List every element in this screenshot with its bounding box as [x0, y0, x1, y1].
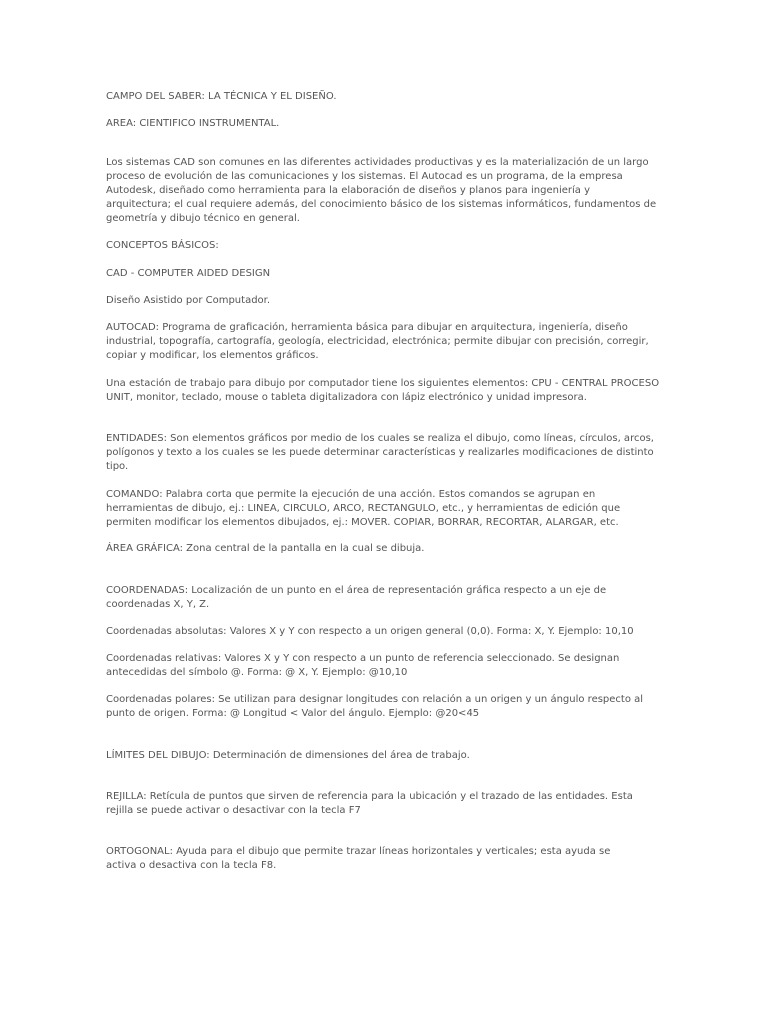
intro-paragraph: Los sistemas CAD son comunes en las diferentes actividades productivas y es la materialización de un largo proceso de evolución de las comunicaciones y los sistemas. El Autocad es un programa, de la empresa Autodesk, diseñado como herramienta para la elaboración de diseños y planos para ingeniería y arquitectura; el cual requiere además, del conocimiento básico de los sistemas informáticos, fundamentos de geometría y dibujo técnico en general.	[106, 157, 657, 224]
graphic-area-paragraph: ÁREA GRÁFICA: Zona central de la pantalla en la cual se dibuja.	[106, 543, 425, 554]
grid-paragraph: REJILLA: Retícula de puntos que sirven de referencia para la ubicación y el trazado de las entidades. Esta rejilla se puede activar o desactivar con la tecla F7	[106, 791, 633, 816]
coordinates-paragraph: COORDENADAS: Localización de un punto en el área de representación gráfica respecto a un eje de coordenadas X, Y, Z.	[106, 585, 607, 610]
autocad-paragraph: AUTOCAD: Programa de graficación, herramienta básica para dibujar en arquitectura, ingeniería, diseño industrial, topografía, cartografía, geología, electricidad, electrónica; permite dibujar con precisión, corregir, copiar y modificar, los elementos gráficos.	[106, 322, 649, 361]
entities-paragraph: ENTIDADES: Son elementos gráficos por medio de los cuales se realiza el dibujo, como líneas, círculos, arcos, polígonos y texto a los cuales se les puede determinar características y realizarles modificaciones de distinto tipo.	[106, 433, 654, 472]
basic-concepts-heading: CONCEPTOS BÁSICOS:	[106, 240, 219, 251]
cad-definition: CAD - COMPUTER AIDED DESIGN	[106, 268, 271, 279]
command-paragraph: COMANDO: Palabra corta que permite la ejecución de una acción. Estos comandos se agrupan en herramientas de dibujo, ej.: LINEA, CIRCULO, ARCO, RECTANGULO, etc., y herramientas de edición que permiten modificar los elementos dibujados, ej.: MOVER. COPIAR, BORRAR, RECORTAR, ALARGAR, etc.	[106, 489, 621, 528]
workstation-paragraph: Una estación de trabajo para dibujo por computador tiene los siguientes elementos: CPU - CENTRAL PROCESO UNIT, monitor, teclado, mouse o tableta digitalizadora con lápiz electrónico y unidad impresora.	[106, 378, 660, 403]
absolute-coordinates-paragraph: Coordenadas absolutas: Valores X y Y con respecto a un origen general (0,0). Forma: X, Y. Ejemplo: 10,10	[106, 626, 634, 637]
area-heading: AREA: CIENTIFICO INSTRUMENTAL.	[106, 118, 280, 129]
relative-coordinates-paragraph: Coordenadas relativas: Valores X y Y con respecto a un punto de referencia seleccionado. Se designan antecedidas del símbolo @. Forma: @ X, Y. Ejemplo: @10,10	[106, 653, 620, 678]
drawing-limits-paragraph: LÍMITES DEL DIBUJO: Determinación de dimensiones del área de trabajo.	[106, 750, 470, 761]
polar-coordinates-paragraph: Coordenadas polares: Se utilizan para designar longitudes con relación a un origen y un ángulo respecto al punto de origen. Forma: @ Longitud < Valor del ángulo. Ejemplo: @20<45	[106, 694, 644, 719]
field-of-knowledge-heading: CAMPO DEL SABER: LA TÉCNICA Y EL DISEÑO.	[106, 91, 337, 102]
ortho-paragraph: ORTOGONAL: Ayuda para el dibujo que permite trazar líneas horizontales y verticales; esta ayuda se activa o desactiva con la tecla F8.	[106, 846, 611, 871]
cad-translation: Diseño Asistido por Computador.	[106, 295, 271, 306]
